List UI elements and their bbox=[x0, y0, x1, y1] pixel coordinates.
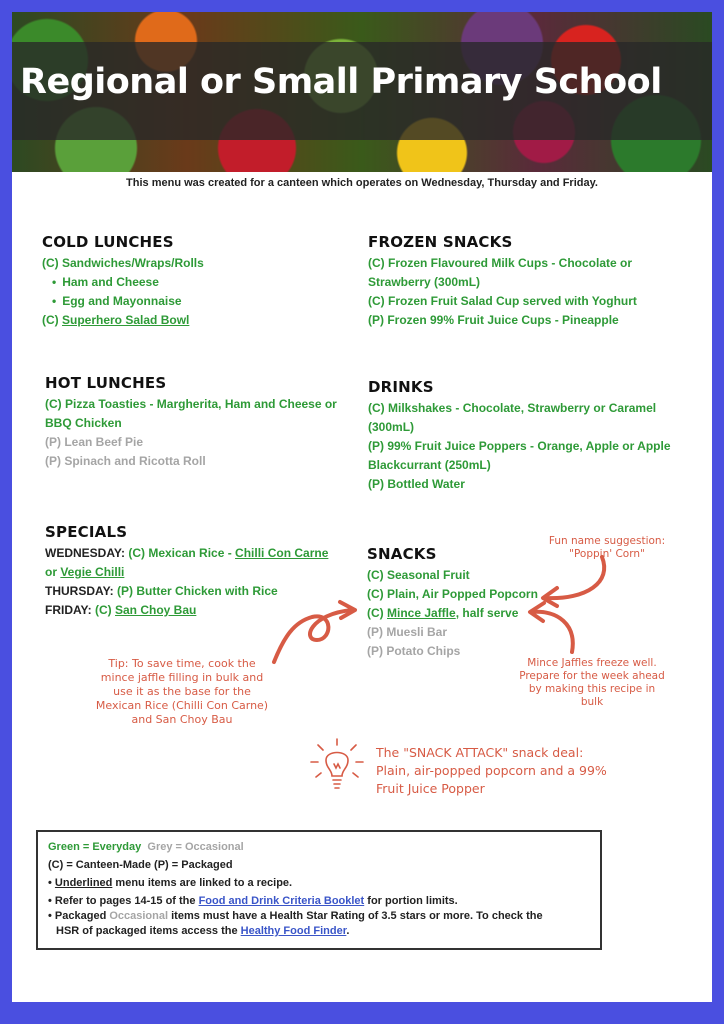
legend-occasional: Occasional bbox=[109, 910, 169, 922]
day-label: THURSDAY: bbox=[45, 584, 114, 598]
note-line: "Poppin' Corn" bbox=[569, 548, 645, 560]
mince-jaffle-link[interactable]: Mince Jaffle bbox=[387, 606, 456, 620]
underlined-word: Underlined bbox=[54, 877, 113, 889]
note-line: mince jaffle filling in bulk and bbox=[100, 671, 264, 684]
menu-item-continued: Strawberry (300mL) bbox=[368, 275, 481, 289]
menu-item: (C) Frozen Fruit Salad Cup served with Yoghurt bbox=[368, 294, 637, 308]
menu-item: (P) Frozen 99% Fruit Juice Cups - Pineapple bbox=[368, 313, 619, 327]
note-line: and San Choy Bau bbox=[131, 713, 233, 726]
legend-text: . bbox=[346, 925, 350, 937]
legend-green: Green = Everyday bbox=[48, 841, 142, 853]
special-text: (C) Mexican Rice - bbox=[125, 546, 236, 560]
day-label: FRIDAY: bbox=[45, 603, 92, 617]
legend-text: for portion limits. bbox=[364, 895, 458, 907]
menu-item: (P) Bottled Water bbox=[368, 477, 465, 491]
cold-lunches-heading: COLD LUNCHES bbox=[42, 233, 174, 251]
deal-line: Plain, air-popped popcorn and a 99% bbox=[376, 763, 607, 778]
note-line: use it as the base for the bbox=[113, 685, 251, 698]
legend-text: Refer to pages 14-15 of the bbox=[54, 895, 199, 907]
note-line: Prepare for the week ahead bbox=[519, 670, 665, 682]
hot-lunches-heading: HOT LUNCHES bbox=[45, 374, 167, 392]
special-text: (P) Butter Chicken with Rice bbox=[113, 584, 278, 598]
item-prefix: (C) bbox=[367, 606, 387, 620]
menu-item: (P) Spinach and Ricotta Roll bbox=[45, 454, 206, 468]
menu-item: (C) Seasonal Fruit bbox=[367, 568, 470, 582]
menu-item: (C) Sandwiches/Wraps/Rolls bbox=[42, 256, 204, 270]
legend-grey: Grey = Occasional bbox=[147, 841, 244, 853]
note-line: by making this recipe in bbox=[528, 683, 656, 695]
menu-item-continued: BBQ Chicken bbox=[45, 416, 122, 430]
menu-item: (C) Pizza Toasties - Margherita, Ham and Cheese or bbox=[45, 397, 337, 411]
legend-text: menu items are linked to a recipe. bbox=[112, 877, 293, 889]
specials-heading: SPECIALS bbox=[45, 523, 128, 541]
legend-colors bbox=[48, 840, 590, 855]
healthy-food-finder-link[interactable]: Healthy Food Finder bbox=[240, 925, 347, 937]
superhero-salad-bowl-link[interactable]: Superhero Salad Bowl bbox=[62, 313, 190, 327]
menu-sub-item: • Ham and Cheese bbox=[42, 273, 204, 292]
deal-line: The "SNACK ATTACK" snack deal: bbox=[376, 745, 584, 760]
legend-text: HSR of packaged items access the bbox=[56, 925, 241, 937]
menu-item-continued: Blackcurrant (250mL) bbox=[368, 458, 491, 472]
note-line: Mexican Rice (Chilli Con Carne) bbox=[95, 699, 269, 712]
drinks-heading: DRINKS bbox=[368, 378, 434, 396]
note-line: Mince Jaffles freeze well. bbox=[527, 657, 657, 669]
criteria-booklet-link[interactable]: Food and Drink Criteria Booklet bbox=[198, 895, 365, 907]
menu-item: (P) Potato Chips bbox=[367, 644, 461, 658]
note-line: Tip: To save time, cook the bbox=[108, 657, 256, 670]
legend-underlined: • Underlined menu items are linked to a recipe. bbox=[48, 877, 293, 889]
legend-text: Packaged bbox=[54, 910, 110, 922]
menu-item: (P) 99% Fruit Juice Poppers - Orange, Apple or Apple bbox=[368, 439, 671, 453]
legend-refer: • Refer to pages 14-15 of the Food and Drink Criteria Booklet for portion limits. bbox=[48, 895, 458, 907]
item-prefix: (C) bbox=[42, 313, 62, 327]
menu-item: (P) Muesli Bar bbox=[367, 625, 448, 639]
menu-item: (C) Frozen Flavoured Milk Cups - Chocolate or bbox=[368, 256, 633, 270]
page-title: Regional or Small Primary School bbox=[20, 62, 662, 102]
menu-item: (P) Lean Beef Pie bbox=[45, 435, 144, 449]
frozen-snacks-heading: FROZEN SNACKS bbox=[368, 233, 513, 251]
legend-box bbox=[36, 830, 602, 950]
legend-codes: (C) = Canteen-Made (P) = Packaged bbox=[48, 859, 233, 871]
deal-line: Fruit Juice Popper bbox=[376, 781, 485, 796]
legend-text: items must have a Health Star Rating of 3.5 stars or more. To check the bbox=[168, 910, 543, 922]
snacks-heading: SNACKS bbox=[367, 545, 437, 563]
legend-packaged-continued bbox=[48, 924, 590, 939]
menu-item: (C) Plain, Air Popped Popcorn bbox=[367, 587, 538, 601]
chilli-con-carne-link[interactable]: Chilli Con Carne bbox=[235, 546, 329, 560]
special-text: (C) bbox=[91, 603, 115, 617]
san-choy-bau-link[interactable]: San Choy Bau bbox=[115, 603, 197, 617]
menu-subtitle: This menu was created for a canteen which operates on Wednesday, Thursday and Friday. bbox=[126, 177, 598, 189]
legend-packaged: • Packaged Occasional items must have a Health Star Rating of 3.5 stars or more. To check the bbox=[48, 910, 543, 922]
day-label: WEDNESDAY: bbox=[45, 546, 126, 560]
vegie-chilli-link[interactable]: Vegie Chilli bbox=[60, 565, 125, 579]
item-suffix: , half serve bbox=[455, 606, 519, 620]
menu-item: (C) Milkshakes - Chocolate, Strawberry or Caramel bbox=[368, 401, 657, 415]
menu-sub-item: • Egg and Mayonnaise bbox=[42, 292, 204, 311]
menu-item-continued: (300mL) bbox=[368, 420, 415, 434]
lightbulb-icon bbox=[311, 739, 363, 788]
note-line: Fun name suggestion: bbox=[548, 535, 666, 547]
special-text: or bbox=[45, 565, 61, 579]
note-line: bulk bbox=[580, 696, 604, 708]
menu-page bbox=[12, 12, 712, 1002]
